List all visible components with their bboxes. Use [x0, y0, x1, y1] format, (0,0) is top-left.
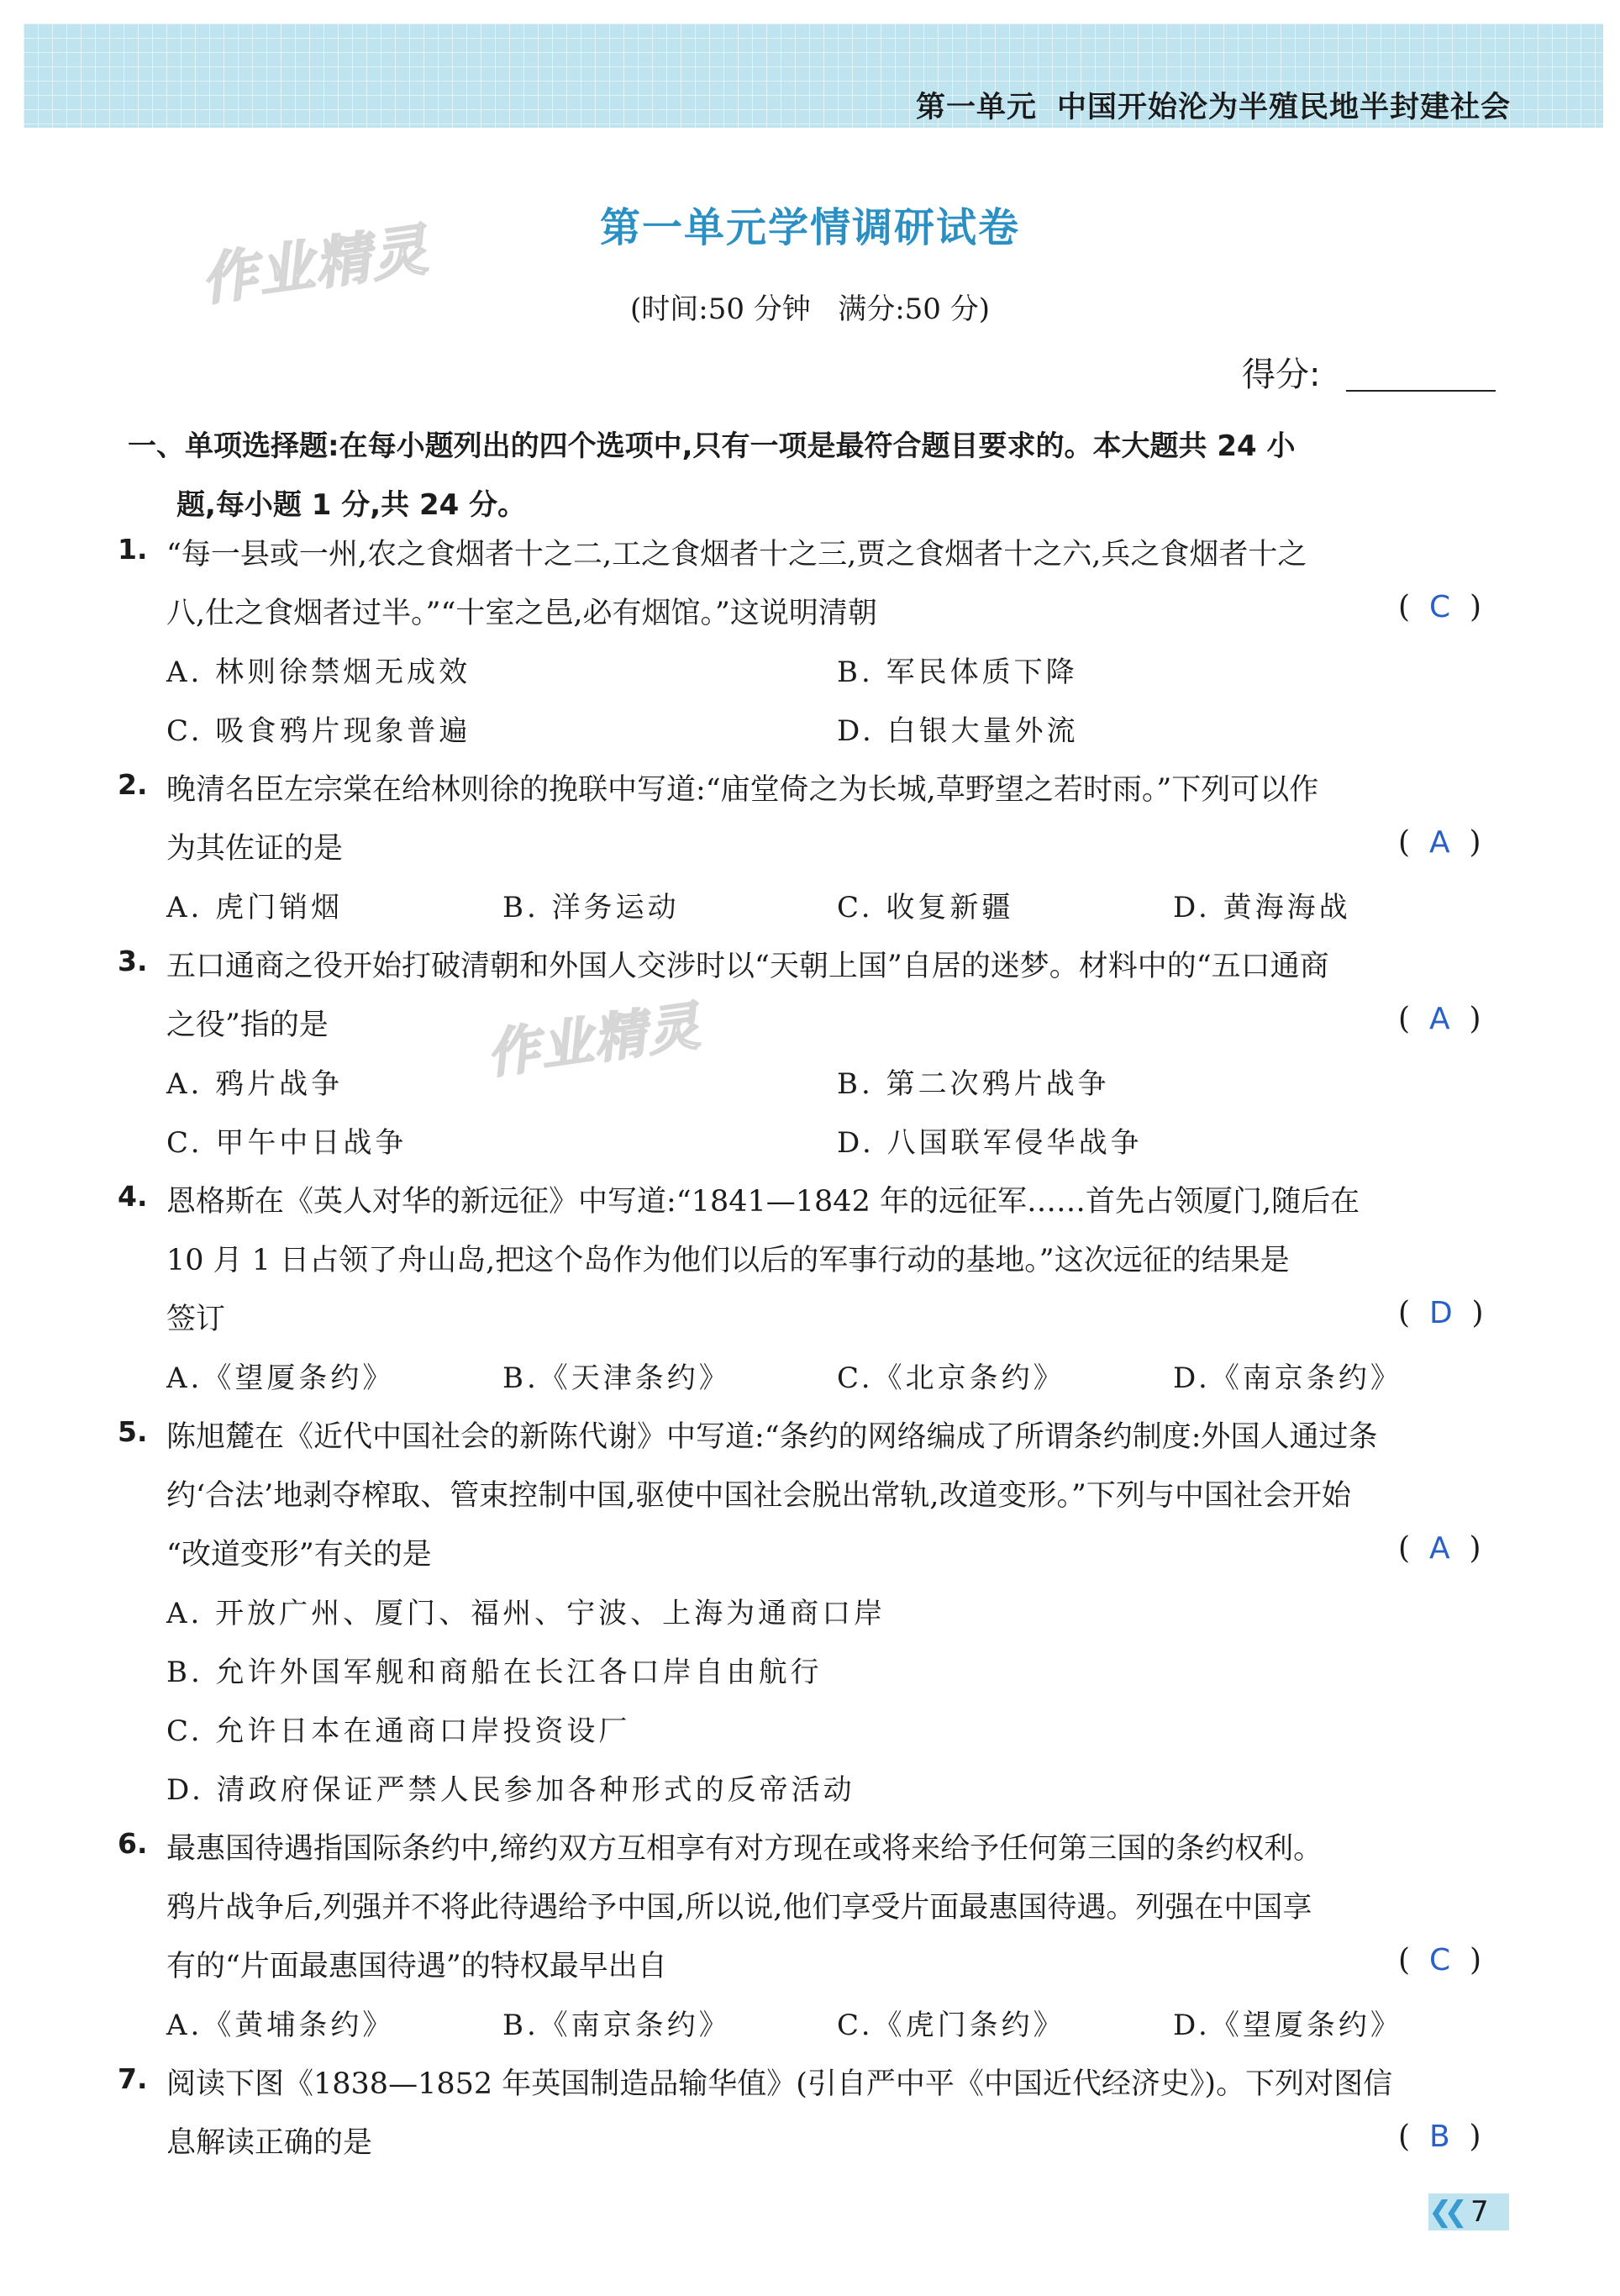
option-c: C. 允许日本在通商口岸投资设厂 — [166, 1714, 631, 1748]
option-a: A. 鸦片战争 — [166, 1067, 344, 1101]
question-number: 5. — [118, 1415, 148, 1448]
unit-header — [916, 84, 1511, 126]
answer-letter: A — [1428, 825, 1450, 860]
page-number: 7 — [1470, 2195, 1489, 2229]
question-number: 7. — [118, 2062, 148, 2095]
question-text: 为其佐证的是 — [166, 832, 344, 866]
question-text: “改道变形”有关的是 — [166, 1538, 432, 1572]
unit-label: 第一单元 — [915, 91, 1037, 124]
option-d: D. 八国联军侵华战争 — [837, 1126, 1143, 1160]
option-a: A. 虎门销烟 — [166, 891, 344, 924]
option-d: D.《南京条约》 — [1173, 1361, 1402, 1395]
answer-bracket: ( D ) — [1398, 1296, 1484, 1330]
section-heading — [128, 417, 1506, 535]
option-b: B. 洋务运动 — [502, 891, 680, 924]
answer-bracket: ( A ) — [1398, 1002, 1481, 1036]
question-text: 约‘合法’地剥夺榨取、管束控制中国,驱使中国社会脱出常轨,改道变形。”下列与中国社会开始 — [166, 1479, 1351, 1513]
question-text: 最惠国待遇指国际条约中,缔约双方互相享有对方现在或将来给予任何第三国的条约权利。 — [166, 1832, 1323, 1866]
option-c: C.《虎门条约》 — [837, 2009, 1065, 2042]
question-text: 晚清名臣左宗棠在给林则徐的挽联中写道:“庙堂倚之为长城,草野望之若时雨。”下列可以作 — [166, 773, 1319, 807]
answer-letter: A — [1428, 1531, 1450, 1566]
option-b: B. 允许外国军舰和商船在长江各口岸自由航行 — [166, 1656, 823, 1689]
option-c: C. 甲午中日战争 — [166, 1126, 408, 1160]
question-text: 之役”指的是 — [166, 1008, 329, 1042]
option-a: A. 林则徐禁烟无成效 — [166, 656, 471, 689]
answer-bracket: ( A ) — [1398, 1531, 1481, 1566]
answer-letter: C — [1428, 590, 1451, 624]
section-heading-line: 题,每小题 1 分,共 24 分。 — [176, 488, 527, 522]
question-number: 3. — [118, 945, 148, 977]
option-d: D. 黄海海战 — [1173, 891, 1351, 924]
answer-letter: B — [1428, 2120, 1450, 2154]
answer-letter: A — [1428, 1002, 1450, 1036]
question-text: 10 月 1 日占领了舟山岛,把这个岛作为他们以后的军事行动的基地。”这次远征的结果是 — [166, 1244, 1290, 1277]
option-b: B.《天津条约》 — [502, 1361, 731, 1395]
answer-bracket: ( B ) — [1398, 2120, 1481, 2154]
page-title: 第一单元学情调研试卷 — [599, 204, 1020, 251]
watermark-logo: 作业精灵 — [482, 994, 705, 1086]
option-b: B. 第二次鸦片战争 — [837, 1067, 1110, 1101]
question-text: 有的“片面最惠国待遇”的特权最早出自 — [166, 1950, 667, 1983]
option-a: A.《黄埔条约》 — [166, 2009, 395, 2042]
question-text: “每一县或一州,农之食烟者十之二,工之食烟者十之三,贾之食烟者十之六,兵之食烟者十之 — [166, 538, 1307, 571]
question-number: 4. — [118, 1180, 148, 1213]
question-text: 鸦片战争后,列强并不将此待遇给予中国,所以说,他们享受片面最惠国待遇。列强在中国享 — [166, 1891, 1312, 1925]
question-text: 息解读正确的是 — [166, 2126, 373, 2160]
option-a: A. 开放广州、厦门、福州、宁波、上海为通商口岸 — [166, 1597, 886, 1630]
score-blank[interactable] — [1346, 390, 1496, 392]
double-chevron-left-icon: ❮❮ — [1428, 2195, 1460, 2229]
question-text: 签订 — [166, 1303, 226, 1336]
answer-bracket: ( A ) — [1398, 825, 1481, 860]
option-d: D.《望厦条约》 — [1173, 2009, 1402, 2042]
question-text: 恩格斯在《英人对华的新远征》中写道:“1841—1842 年的远征军……首先占领厦门,随后在 — [166, 1185, 1360, 1219]
option-c: C. 收复新疆 — [837, 891, 1014, 924]
page-number-tab — [1428, 2193, 1509, 2230]
question-text: 八,仕之食烟者过半。”“十室之邑,必有烟馆。”这说明清朝 — [166, 597, 877, 630]
option-a: A.《望厦条约》 — [166, 1361, 395, 1395]
option-d: D. 清政府保证严禁人民参加各种形式的反帝活动 — [166, 1773, 855, 1807]
option-c: C. 吸食鸦片现象普遍 — [166, 714, 471, 748]
option-b: B. 军民体质下降 — [837, 656, 1078, 689]
exam-time-info: (时间:50 分钟 满分:50 分) — [629, 292, 990, 326]
question-number: 1. — [118, 533, 148, 566]
answer-bracket: ( C ) — [1398, 1943, 1482, 1977]
answer-bracket: ( C ) — [1398, 590, 1482, 624]
option-c: C.《北京条约》 — [837, 1361, 1065, 1395]
option-d: D. 白银大量外流 — [837, 714, 1079, 748]
question-text: 陈旭麓在《近代中国社会的新陈代谢》中写道:“条约的网络编成了所谓条约制度:外国人通过条 — [166, 1420, 1378, 1454]
question-text: 五口通商之役开始打破清朝和外国人交涉时以“天朝上国”自居的迷梦。材料中的“五口通商 — [166, 950, 1329, 983]
question-text: 阅读下图《1838—1852 年英国制造品输华值》(引自严中平《中国近代经济史》)。下列对图信 — [166, 2067, 1393, 2101]
section-heading-line: 一、单项选择题:在每小题列出的四个选项中,只有一项是最符合题目要求的。本大题共 24 小 — [128, 429, 1296, 463]
unit-title: 中国开始沦为半殖民地半封建社会 — [1056, 91, 1511, 124]
answer-letter: D — [1428, 1296, 1453, 1330]
option-b: B.《南京条约》 — [502, 2009, 731, 2042]
answer-letter: C — [1428, 1943, 1451, 1977]
watermark-logo: 作业精灵 — [197, 217, 433, 313]
question-number: 6. — [118, 1827, 148, 1860]
score-label: 得分: — [1242, 355, 1321, 394]
question-number: 2. — [118, 768, 148, 801]
